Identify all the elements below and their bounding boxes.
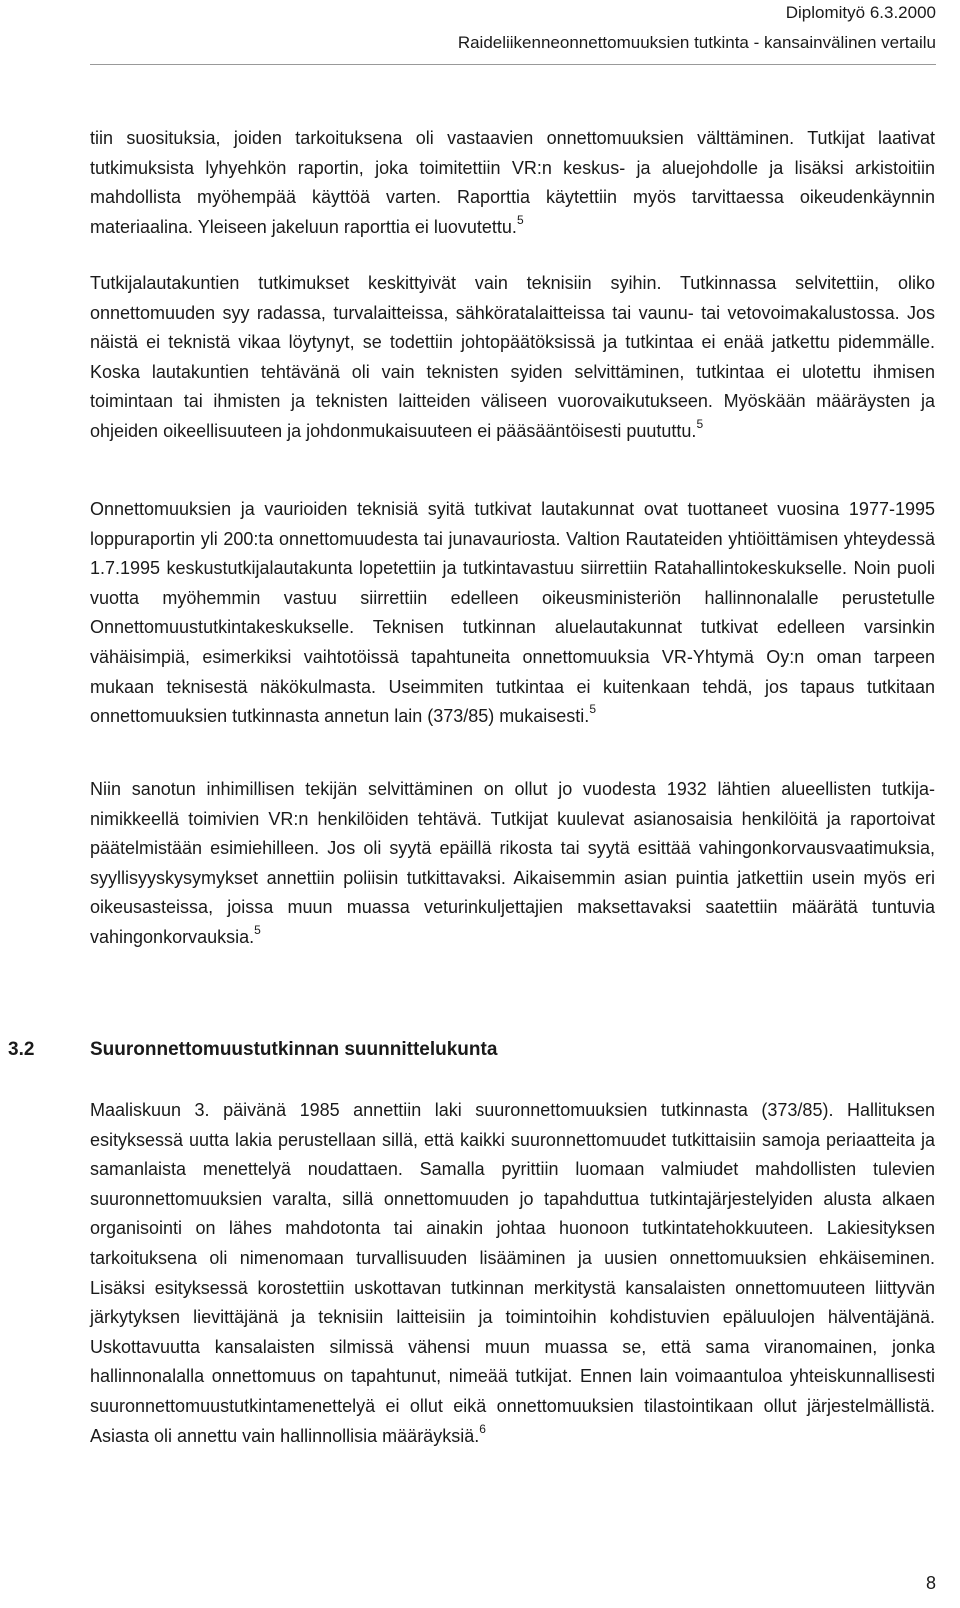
document-date: Diplomityö 6.3.2000 <box>785 3 936 22</box>
section-title: Suuronnettomuustutkinnan suunnittelukunta <box>90 1039 498 1060</box>
paragraph-text: Tutkijalautakuntien tutkimukset keskittyivät vain teknisiin syihin. Tutkinnassa selvitettiin, oliko onnettomuuden syy radassa, turvalaitteissa, sähköratalaitteissa tai vaunu- tai vetovoimakalustossa. Jos näistä ei teknistä vikaa löytynyt, se todettiin johtopäätöksissä ja tutkintaa ei enää jatkettu pidemmälle. Koska lautakuntien tehtävänä oli vain teknisten syiden selvittäminen, tutkintaa ei ulotettu ihmisen toimintaan tai ihmisten ja teknisten laitteiden väliseen vuorovaikutukseen. Myöskään määräysten ja ohjeiden oikeellisuuteen ja johdonmukaisuuteen ei pääsääntöisesti puututtu. <box>90 273 935 441</box>
header-divider <box>90 64 936 65</box>
page-header <box>458 0 936 56</box>
document-title: Raideliikenneonnettomuuksien tutkinta - kansainvälinen vertailu <box>457 33 936 52</box>
paragraph <box>90 1096 935 1451</box>
paragraph <box>90 775 935 953</box>
paragraph-text: Onnettomuuksien ja vaurioiden teknisiä syitä tutkivat lautakunnat ovat tuottaneet vuosina 1977-1995 loppuraportin yli 200:ta onnettomuudesta tai junavauriosta. Valtion Rautateiden yhtiöittämisen yhteydessä 1.7.1995 keskustutkijalautakunta lopetettiin ja tutkintavastuu siirrettiin Ratahallintokeskukselle. Noin puoli vuotta myöhemmin vastuu siirrettiin edelleen oikeusministeriön hallinnonalalle perustetulle Onnettomuustutkintakeskukselle. Teknisen tutkinnan aluelautakunnat tutkivat edelleen varsinkin vähäisimpiä, esimerkiksi vaihtotöissä tapahtuneita onnettomuuksia VR-Yhtymä Oy:n oman tarpeen mukaan teknisestä näkökulmasta. Useimmiten tutkintaa ei kuitenkaan tehdä, jos tapaus tutkitaan onnettomuuksien tutkinnasta annetun lain (373/85) mukaisesti. <box>90 499 935 727</box>
footnote-ref: 5 <box>696 416 704 431</box>
paragraph <box>90 269 935 447</box>
paragraph <box>90 124 935 242</box>
footnote-ref: 5 <box>589 702 596 717</box>
footnote-ref: 6 <box>479 1421 486 1436</box>
paragraph <box>90 495 935 732</box>
section-number: 3.2 <box>8 1039 35 1060</box>
paragraph-text: Maaliskuun 3. päivänä 1985 annettiin laki suuronnettomuuksien tutkinnasta (373/85). Hallituksen esityksessä uutta lakia perustellaan sillä, että kaikki suuronnettomuudet tutkittaisiin samoja periaatteita ja samanlaista menettelyä noudattaen. Samalla pyrittiin luomaan valmiudet mahdollisten tulevien suuronnettomuuksien varalta, sillä onnettomuuden jo tapahduttua tutkintajärjestelyiden alusta alkaen organisointi on lähes mahdotonta tai ainakin johtaa huonoon tutkintatehokkuuteen. Lakiesityksen tarkoituksena oli nimenomaan turvallisuuden lisääminen ja uusien onnettomuuksien ehkäiseminen. Lisäksi esityksessä korostettiin uskottavan tutkinnan merkitystä kansalaisten onnettomuuteen liittyvän järkytyksen lievittäjänä ja teknisiin laitteisiin ja toimintoihin kohdistuvien epäluulojen hälventäjänä. Uskottavuutta kansalaisten silmissä vähensi muun muassa se, että sama viranomainen, jonka hallinnonalalla onnettomuus on tapahtunut, nimeää tutkijat. Ennen lain voimaantuloa yhteiskunnallisesti suuronnettomuustutkintamenettelyä ei ollut eikä onnettomuuksien tilastointikaan ollut järjestelmällistä. Asiasta oli annettu vain hallinnollisia määräyksiä. <box>90 1100 935 1446</box>
footnote-ref: 5 <box>254 922 261 937</box>
page-number: 8 <box>925 1573 936 1593</box>
paragraph-text: Niin sanotun inhimillisen tekijän selvittäminen on ollut jo vuodesta 1932 lähtien alueellisten tutkija-nimikkeellä toimivien VR:n henkilöiden tehtävä. Tutkijat kuulevat asianosaisia henkilöitä ja raportoivat päätelmistään esimiehilleen. Jos oli syytä epäillä rikosta tai syytä esittää vahingonkorvausvaatimuksia, syyllisyyskysymykset annettiin poliisin tutkittavaksi. Aikaisemmin asian puintia jatkettiin usein myös eri oikeusasteissa, joissa muun muassa veturinkuljettajien maksettavaksi saatettiin määrätä tuntuvia vahingonkorvauksia. <box>90 779 935 947</box>
footnote-ref: 5 <box>516 212 524 227</box>
paragraph-text: tiin suosituksia, joiden tarkoituksena oli vastaavien onnettomuuksien välttäminen. Tutkijat laativat tutkimuksista lyhyehkön raportin, joka toimitettiin VR:n keskus- ja aluejohdolle ja lisäksi arkistoitiin mahdollista myöhempää käyttöä varten. Raporttia käytettiin myös tarvittaessa oikeudenkäynnin materiaalina. Yleiseen jakeluun raporttia ei luovutettu. <box>90 128 935 237</box>
